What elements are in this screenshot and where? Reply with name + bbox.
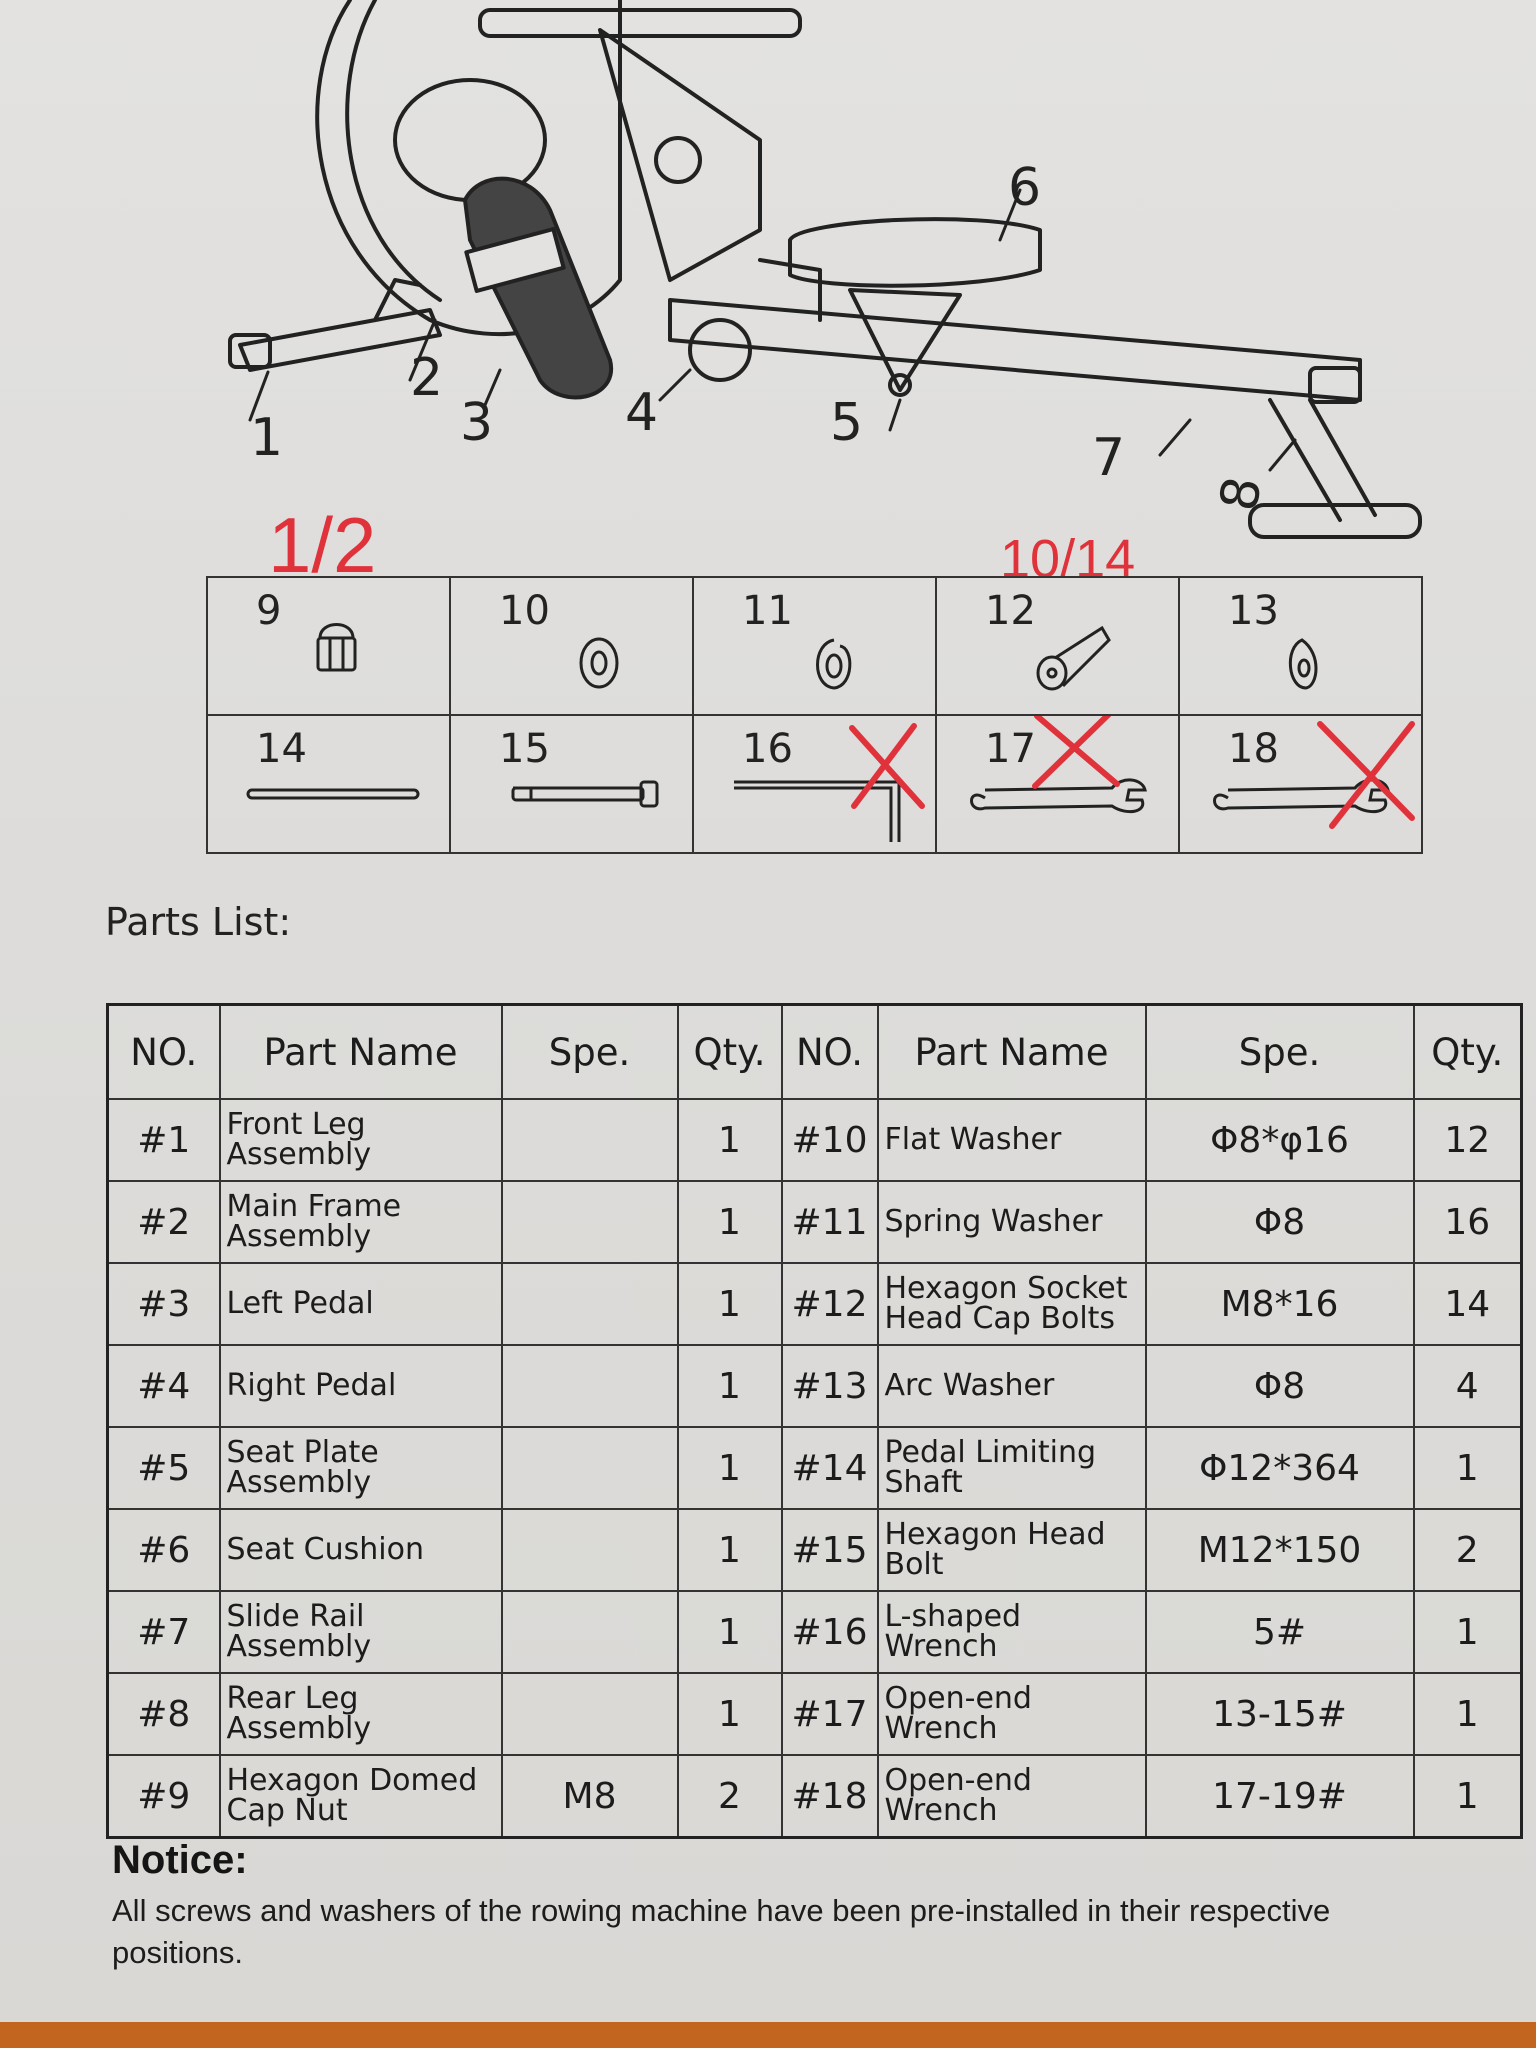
column-header: Part Name — [220, 1005, 502, 1100]
column-header: NO. — [782, 1005, 878, 1100]
part-qty-cell: 1 — [678, 1263, 782, 1345]
table-row — [108, 1099, 1522, 1181]
part-spec-cell: Φ8 — [1146, 1181, 1414, 1263]
hardware-number: 14 — [256, 726, 307, 772]
part-qty-cell: 14 — [1414, 1263, 1522, 1345]
hardware-number: 18 — [1228, 726, 1279, 772]
part-number-cell: #1 — [108, 1099, 220, 1181]
callout-6: 6 — [1008, 158, 1042, 218]
hardware-number: 12 — [985, 588, 1036, 634]
part-spec-cell — [502, 1099, 678, 1181]
part-number-cell: #18 — [782, 1755, 878, 1838]
part-qty-cell: 12 — [1414, 1099, 1522, 1181]
part-qty-cell: 1 — [678, 1591, 782, 1673]
hardware-cell — [450, 715, 693, 853]
part-number-cell: #6 — [108, 1509, 220, 1591]
part-spec-cell: 5# — [1146, 1591, 1414, 1673]
part-name-cell: Hexagon Domed Cap Nut — [220, 1755, 502, 1838]
part-name-cell: Open-end Wrench — [878, 1755, 1146, 1838]
part-name-cell: Right Pedal — [220, 1345, 502, 1427]
hardware-number: 16 — [742, 726, 793, 772]
hardware-cell — [936, 715, 1179, 853]
part-name-cell: Arc Washer — [878, 1345, 1146, 1427]
shaft-icon — [208, 716, 449, 852]
part-number-cell: #8 — [108, 1673, 220, 1755]
part-qty-cell: 4 — [1414, 1345, 1522, 1427]
part-qty-cell: 16 — [1414, 1181, 1522, 1263]
part-spec-cell — [502, 1673, 678, 1755]
cross-out-mark — [937, 716, 1178, 852]
hardware-grid — [206, 576, 1423, 854]
hardware-number: 9 — [256, 588, 282, 634]
notice-title: Notice: — [112, 1838, 248, 1882]
spring-washer-icon — [694, 578, 935, 714]
part-name-cell: Open-end Wrench — [878, 1673, 1146, 1755]
part-spec-cell: M12*150 — [1146, 1509, 1414, 1591]
part-number-cell: #5 — [108, 1427, 220, 1509]
callout-4: 4 — [625, 383, 659, 443]
callout-5: 5 — [830, 393, 864, 453]
part-number-cell: #4 — [108, 1345, 220, 1427]
domed-cap-nut-icon — [208, 578, 449, 714]
part-qty-cell: 1 — [1414, 1673, 1522, 1755]
parts-list-table — [106, 1003, 1523, 1839]
part-qty-cell: 1 — [678, 1345, 782, 1427]
callout-1: 1 — [250, 408, 284, 468]
hardware-number: 17 — [985, 726, 1036, 772]
part-name-cell: Seat Cushion — [220, 1509, 502, 1591]
cross-out-mark — [694, 716, 935, 852]
part-spec-cell: Φ8*φ16 — [1146, 1099, 1414, 1181]
cross-out-mark — [1180, 716, 1421, 852]
hardware-cell — [207, 715, 450, 853]
handwritten-note-b: 10/14 — [1000, 529, 1136, 589]
callout-2: 2 — [410, 348, 444, 408]
part-spec-cell: M8*16 — [1146, 1263, 1414, 1345]
part-name-cell: Pedal Limiting Shaft — [878, 1427, 1146, 1509]
part-spec-cell — [502, 1427, 678, 1509]
hardware-number: 11 — [742, 588, 793, 634]
hardware-number: 15 — [499, 726, 550, 772]
hardware-cell — [450, 577, 693, 715]
rowing-machine-diagram — [200, 0, 1440, 570]
part-spec-cell — [502, 1509, 678, 1591]
table-row — [108, 1509, 1522, 1591]
part-qty-cell: 1 — [678, 1509, 782, 1591]
part-qty-cell: 1 — [1414, 1591, 1522, 1673]
part-number-cell: #7 — [108, 1591, 220, 1673]
part-spec-cell: M8 — [502, 1755, 678, 1838]
part-number-cell: #11 — [782, 1181, 878, 1263]
part-number-cell: #16 — [782, 1591, 878, 1673]
part-number-cell: #14 — [782, 1427, 878, 1509]
part-name-cell: Seat Plate Assembly — [220, 1427, 502, 1509]
hardware-number: 13 — [1228, 588, 1279, 634]
part-name-cell: Rear Leg Assembly — [220, 1673, 502, 1755]
column-header: Spe. — [1146, 1005, 1414, 1100]
flat-washer-icon — [451, 578, 692, 714]
part-spec-cell — [502, 1345, 678, 1427]
part-name-cell: Flat Washer — [878, 1099, 1146, 1181]
hardware-cell — [936, 577, 1179, 715]
table-row — [108, 1427, 1522, 1509]
column-header: NO. — [108, 1005, 220, 1100]
part-spec-cell: 13-15# — [1146, 1673, 1414, 1755]
part-name-cell: Hexagon Head Bolt — [878, 1509, 1146, 1591]
part-number-cell: #10 — [782, 1099, 878, 1181]
part-name-cell: Slide Rail Assembly — [220, 1591, 502, 1673]
column-header: Qty. — [678, 1005, 782, 1100]
hardware-number: 10 — [499, 588, 550, 634]
part-name-cell: Front Leg Assembly — [220, 1099, 502, 1181]
part-spec-cell: Φ8 — [1146, 1345, 1414, 1427]
part-spec-cell — [502, 1263, 678, 1345]
part-number-cell: #3 — [108, 1263, 220, 1345]
hardware-cell — [1179, 715, 1422, 853]
part-qty-cell: 1 — [1414, 1755, 1522, 1838]
part-qty-cell: 2 — [678, 1755, 782, 1838]
part-qty-cell: 2 — [1414, 1509, 1522, 1591]
callout-7: 7 — [1092, 428, 1126, 488]
column-header: Part Name — [878, 1005, 1146, 1100]
hardware-cell — [693, 715, 936, 853]
part-qty-cell: 1 — [1414, 1427, 1522, 1509]
part-number-cell: #15 — [782, 1509, 878, 1591]
parts-list-title: Parts List: — [105, 900, 292, 944]
hardware-cell — [207, 577, 450, 715]
part-name-cell: Main Frame Assembly — [220, 1181, 502, 1263]
notice-body: All screws and washers of the rowing machine have been pre-installed in their respective positions. — [112, 1893, 1331, 1970]
part-spec-cell — [502, 1181, 678, 1263]
callout-3: 3 — [460, 393, 494, 453]
part-number-cell: #17 — [782, 1673, 878, 1755]
part-name-cell: Hexagon Socket Head Cap Bolts — [878, 1263, 1146, 1345]
part-number-cell: #2 — [108, 1181, 220, 1263]
hex-bolt-icon — [451, 716, 692, 852]
table-row — [108, 1591, 1522, 1673]
table-row — [108, 1345, 1522, 1427]
callout-8: 8 — [1209, 472, 1274, 516]
part-qty-cell: 1 — [678, 1673, 782, 1755]
column-header: Qty. — [1414, 1005, 1522, 1100]
hardware-cell — [693, 577, 936, 715]
table-header-row — [108, 1005, 1522, 1100]
part-name-cell: L-shaped Wrench — [878, 1591, 1146, 1673]
part-number-cell: #12 — [782, 1263, 878, 1345]
part-number-cell: #9 — [108, 1755, 220, 1838]
part-spec-cell: Φ12*364 — [1146, 1427, 1414, 1509]
part-qty-cell: 1 — [678, 1427, 782, 1509]
part-spec-cell — [502, 1591, 678, 1673]
table-row — [108, 1673, 1522, 1755]
hardware-cell — [1179, 577, 1422, 715]
socket-cap-bolt-icon — [937, 578, 1178, 714]
part-qty-cell: 1 — [678, 1181, 782, 1263]
part-name-cell: Spring Washer — [878, 1181, 1146, 1263]
table-row — [108, 1263, 1522, 1345]
arc-washer-icon — [1180, 578, 1421, 714]
part-qty-cell: 1 — [678, 1099, 782, 1181]
table-row — [108, 1181, 1522, 1263]
column-header: Spe. — [502, 1005, 678, 1100]
part-number-cell: #13 — [782, 1345, 878, 1427]
table-row — [108, 1755, 1522, 1838]
handwritten-note-a: 1/2 — [268, 501, 377, 589]
part-spec-cell: 17-19# — [1146, 1755, 1414, 1838]
part-name-cell: Left Pedal — [220, 1263, 502, 1345]
